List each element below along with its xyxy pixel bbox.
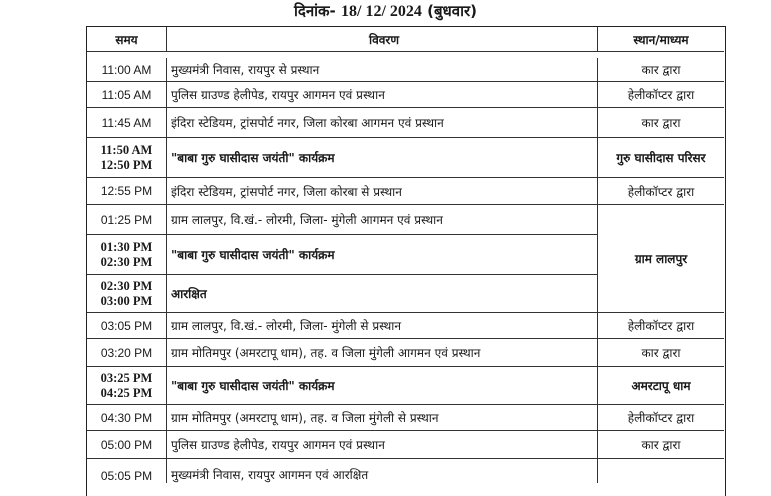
table-row bbox=[87, 108, 724, 138]
row-time: 03:20 PM bbox=[87, 339, 167, 366]
row-time: 12:55 PM bbox=[87, 178, 167, 204]
row-place: कार द्वारा bbox=[641, 346, 681, 360]
table-row bbox=[87, 367, 724, 405]
row-time: 11:00 AM bbox=[87, 58, 167, 81]
row-time-start: 02:30 PM bbox=[100, 278, 153, 293]
row-details: आरक्षित bbox=[167, 275, 598, 312]
table-row bbox=[87, 58, 724, 82]
row-place: हेलीकॉप्टर द्वारा bbox=[627, 411, 695, 425]
table-row bbox=[87, 339, 724, 367]
row-time-range bbox=[87, 138, 167, 177]
table-row bbox=[87, 431, 724, 459]
header-place: स्थान/माध्यम bbox=[633, 32, 689, 47]
row-place: कार द्वारा bbox=[641, 438, 681, 452]
row-details: "बाबा गुरु घासीदास जयंती" कार्यक्रम bbox=[167, 367, 598, 404]
row-time: 04:30 PM bbox=[87, 405, 167, 430]
page-title bbox=[0, 0, 771, 24]
table-row bbox=[87, 138, 724, 178]
row-time-range bbox=[87, 235, 167, 274]
row-place: कार द्वारा bbox=[641, 116, 681, 130]
row-time: 03:05 PM bbox=[87, 313, 167, 338]
row-time: 11:05 AM bbox=[87, 82, 167, 107]
schedule-table bbox=[86, 26, 726, 496]
row-place: गुरु घासीदास परिसर bbox=[616, 151, 706, 165]
row-time-start: 01:30 PM bbox=[100, 239, 153, 254]
row-details: "बाबा गुरु घासीदास जयंती" कार्यक्रम bbox=[167, 235, 598, 274]
header-time: समय bbox=[87, 27, 167, 51]
header-details: विवरण bbox=[167, 27, 598, 51]
row-place: अमरटापू धाम bbox=[631, 379, 691, 393]
row-time: 01:25 PM bbox=[87, 205, 167, 234]
day-value: (बुधवार) bbox=[427, 2, 478, 20]
row-time-end: 02:30 PM bbox=[100, 254, 153, 269]
table-row bbox=[87, 178, 724, 205]
row-place: कार द्वारा bbox=[641, 63, 681, 77]
row-place: हेलीकॉप्टर द्वारा bbox=[627, 319, 695, 333]
merged-place-cell: ग्राम लालपुर bbox=[598, 205, 724, 313]
row-details: इंदिरा स्टेडियम, ट्रांसपोर्ट नगर, जिला कोरबा से प्रस्थान bbox=[167, 178, 598, 204]
row-time-end: 04:25 PM bbox=[100, 385, 153, 400]
row-place: हेलीकॉप्टर द्वारा bbox=[627, 88, 695, 102]
row-details: "बाबा गुरु घासीदास जयंती" कार्यक्रम bbox=[167, 138, 598, 177]
row-place: हेलीकॉप्टर द्वारा bbox=[627, 184, 695, 199]
row-details: ग्राम मोतिमपुर (अमरटापू धाम), तह. व जिला मुंगेली आगमन एवं प्रस्थान bbox=[167, 339, 598, 366]
date-prefix: दिनांक- bbox=[293, 2, 336, 20]
row-details: इंदिरा स्टेडियम, ट्रांसपोर्ट नगर, जिला कोरबा आगमन एवं प्रस्थान bbox=[167, 108, 598, 137]
row-place bbox=[598, 459, 724, 483]
row-details: ग्राम लालपुर, वि.खं.- लोरमी, जिला- मुंगेली से प्रस्थान bbox=[167, 313, 598, 338]
row-details: पुलिस ग्राउण्ड हेलीपेड, रायपुर आगमन एवं प्रस्थान bbox=[167, 82, 598, 107]
row-details: ग्राम लालपुर, वि.खं.- लोरमी, जिला- मुंगेली आगमन एवं प्रस्थान bbox=[167, 205, 598, 234]
row-time-start: 11:50 AM bbox=[100, 142, 153, 157]
row-time-start: 03:25 PM bbox=[100, 370, 153, 385]
date-value: 18/ 12/ 2024 bbox=[341, 3, 422, 20]
row-time-end: 12:50 PM bbox=[100, 157, 153, 172]
table-row bbox=[87, 405, 724, 431]
row-time-range bbox=[87, 367, 167, 404]
row-time: 11:45 AM bbox=[87, 108, 167, 137]
row-time: 05:00 PM bbox=[87, 431, 167, 458]
row-details: मुख्यमंत्री निवास, रायपुर से प्रस्थान bbox=[167, 58, 598, 81]
row-details: पुलिस ग्राउण्ड हेलीपेड, रायपुर आगमन एवं प्रस्थान bbox=[167, 431, 598, 458]
table-row bbox=[87, 82, 724, 108]
row-time-range bbox=[87, 275, 167, 312]
row-details: ग्राम मोतिमपुर (अमरटापू धाम), तह. व जिला मुंगेली से प्रस्थान bbox=[167, 405, 598, 430]
row-time: 05:05 PM bbox=[87, 459, 167, 483]
table-header-row bbox=[87, 27, 724, 52]
table-row bbox=[87, 313, 724, 339]
row-details: मुख्यमंत्री निवास, रायपुर आगमन एवं आरक्षित bbox=[167, 459, 598, 483]
table-row bbox=[87, 459, 724, 483]
row-time-end: 03:00 PM bbox=[100, 293, 153, 308]
